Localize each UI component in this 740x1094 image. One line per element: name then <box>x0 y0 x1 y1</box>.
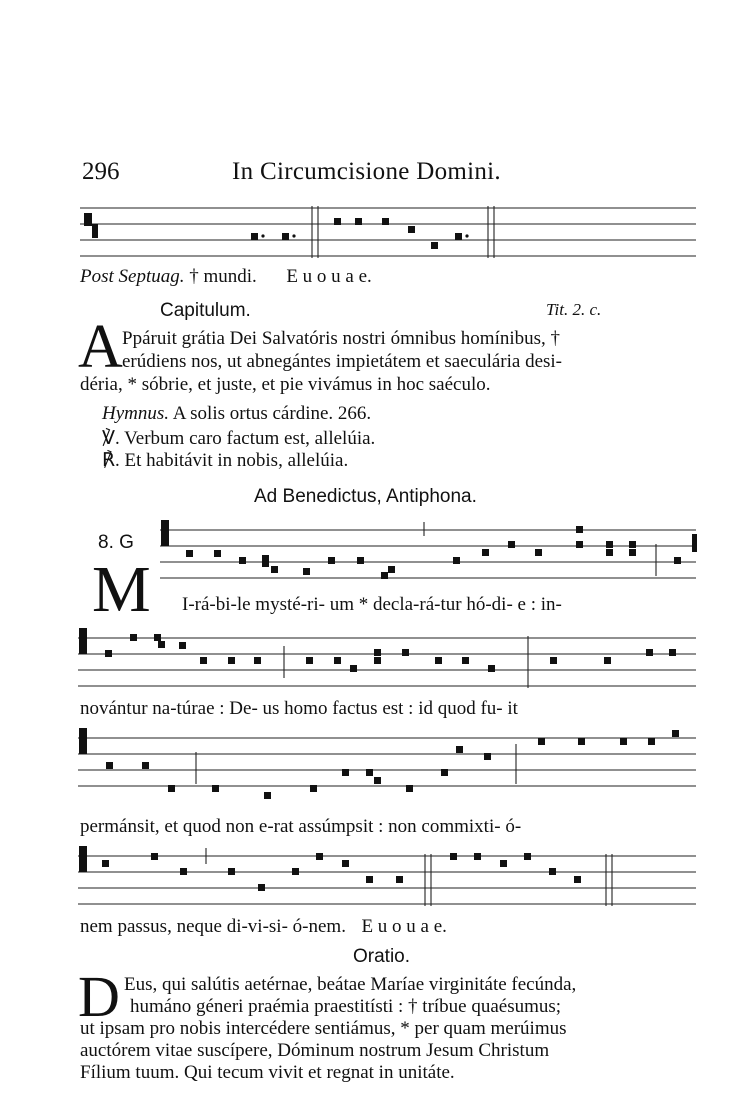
notes-5 <box>79 846 581 891</box>
staff-lines-3 <box>78 636 696 688</box>
notes-4 <box>79 728 679 799</box>
oratio-line-5: Fílium tuum. Qui tecum vivit et regnat in unitáte. <box>80 1062 455 1083</box>
oratio-line-4: auctórem vitae suscípere, Dóminum nostrum Jesum Christum <box>80 1040 550 1061</box>
versicle-symbol: ℣. <box>102 428 120 449</box>
staff-lines-1 <box>80 206 696 258</box>
psalm-tone-text: † mundi. <box>189 266 257 287</box>
hymn-text: A solis ortus cárdine. 266. <box>172 403 372 424</box>
antiphon-euouae: E u o u a e. <box>361 916 447 937</box>
antiphon-lyric-1: I-rá-bi-le mysté-ri- um * decla-rá-tur hó-di- e : in- <box>182 594 562 615</box>
psalm-tone-lyrics <box>80 266 372 288</box>
oratio-line-1: Eus, qui salútis aetérnae, beátae Maríae virginitáte fecúnda, <box>124 974 577 995</box>
hymn-label: Hymnus. <box>102 403 170 424</box>
capitulum-reference: Tit. 2. c. <box>546 300 602 319</box>
antiphon-lyric-4 <box>80 916 447 938</box>
capitulum-heading: Capitulum. <box>160 300 251 321</box>
capitulum-line-3: déria, * sóbrie, et juste, et pie vivámus in hoc saéculo. <box>80 374 491 395</box>
page-number: 296 <box>82 158 120 185</box>
oratio-line-2: humáno géneri praémia praestitísti : † tríbue quaésumus; <box>130 996 562 1017</box>
antiphon-lyric-2: novántur na-túrae : De- us homo factus est : id quod fu- it <box>80 698 518 719</box>
post-septuag-label: Post Septuag. <box>80 266 185 287</box>
capitulum-dropcap: A <box>78 313 123 381</box>
staff-lines-2 <box>160 522 696 578</box>
antiphon-heading: Ad Benedictus, Antiphona. <box>254 486 477 507</box>
hymn-line <box>102 403 371 425</box>
versicle-line <box>102 427 375 450</box>
antiphon-dropcap: M <box>92 553 151 626</box>
capitulum-line-2: erúdiens nos, ut abnegántes impietátem et saeculária desi- <box>122 351 563 372</box>
antiphon-lyric-4-text: nem passus, neque di-vi-si- ó-nem. <box>80 916 346 937</box>
running-title: In Circumcisione Domini. <box>232 158 501 185</box>
antiphon-lyric-3: permánsit, et quod non e-rat assúmpsit : non commixti- ó- <box>80 816 522 837</box>
response-symbol: ℟. <box>102 450 120 471</box>
oratio-heading: Oratio. <box>353 946 411 967</box>
versicle-text: Verbum caro factum est, allelúia. <box>124 428 376 449</box>
psalm-tone-euouae: E u o u a e. <box>286 266 372 287</box>
capitulum-line-1: Ppáruit grátia Dei Salvatóris nostri ómnibus homínibus, † <box>122 328 561 349</box>
response-text: Et habitávit in nobis, allelúia. <box>124 450 349 471</box>
oratio-line-3: ut ipsam pro nobis intercédere sentiámus, * per quam merúimus <box>80 1018 567 1039</box>
response-line <box>102 449 348 472</box>
antiphon-mode: 8. G <box>98 532 134 553</box>
oratio-dropcap: D <box>78 964 120 1029</box>
staff-lines-4 <box>78 738 696 786</box>
notes-3 <box>79 628 676 672</box>
staff-lines-5 <box>78 848 696 906</box>
notes-2 <box>161 520 697 579</box>
notes-1 <box>84 213 469 249</box>
